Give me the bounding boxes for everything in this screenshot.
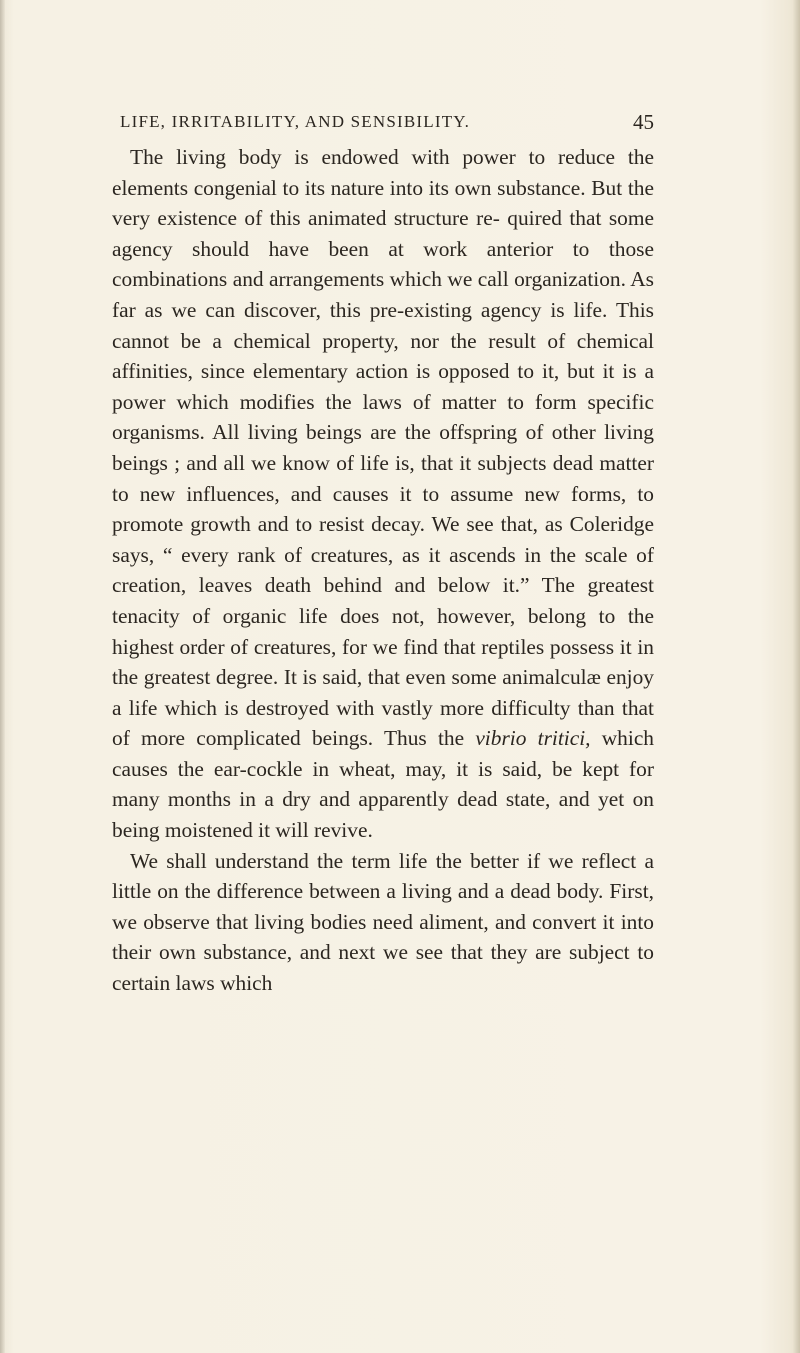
page-right-edge (792, 0, 800, 1353)
paragraph-1-text-continued: which causes the ear-cockle in wheat, may, it is said, be kept for many months in a dry and apparently dead state, and yet on being moistened it will revive. (112, 726, 655, 843)
page-left-edge (0, 0, 5, 1353)
paragraph-1-italic-term: vibrio tritici, (475, 726, 591, 751)
paragraph-2: We shall understand the term life the better if we reflect a little on the difference between a living and a dead body. First, we observe that living bodies need aliment, and convert it into their own substance, and next we see that they are subject to certain laws which (112, 848, 654, 996)
paragraph-1 (112, 142, 654, 846)
running-head (112, 108, 654, 136)
body-text (112, 142, 654, 999)
paragraph-1-text: The living body is endowed with power to reduce the elements congenial to its nature into its own substance. But the very existence of this animated structure re- quired that some agency should have been at work anterior to those combinations and arrangements which we call organization. As far as we can discover, this pre-existing agency is life. This cannot be a chemical property, nor the result of chemical affinities, since elementary action is opposed to it, but it is a power which modifies the laws of matter to form specific organisms. All living beings are the offspring of other living beings ; and all we know of life is, that it subjects dead matter to new influences, and causes it to assume new forms, to promote growth and to resist decay. We see that, as Coleridge says, “ every rank of creatures, as it ascends in the scale of creation, leaves death behind and below it.” The greatest tenacity of organic life does not, however, belong to the highest order of creatures, for we find that reptiles possess it in the greatest degree. It is said, that even some animalculæ enjoy a life which is destroyed with vastly more difficulty than that of more complicated beings. Thus the (112, 145, 654, 751)
page-number: 45 (633, 110, 654, 134)
running-title: LIFE, IRRITABILITY, AND SENSIBILITY. (120, 112, 471, 131)
